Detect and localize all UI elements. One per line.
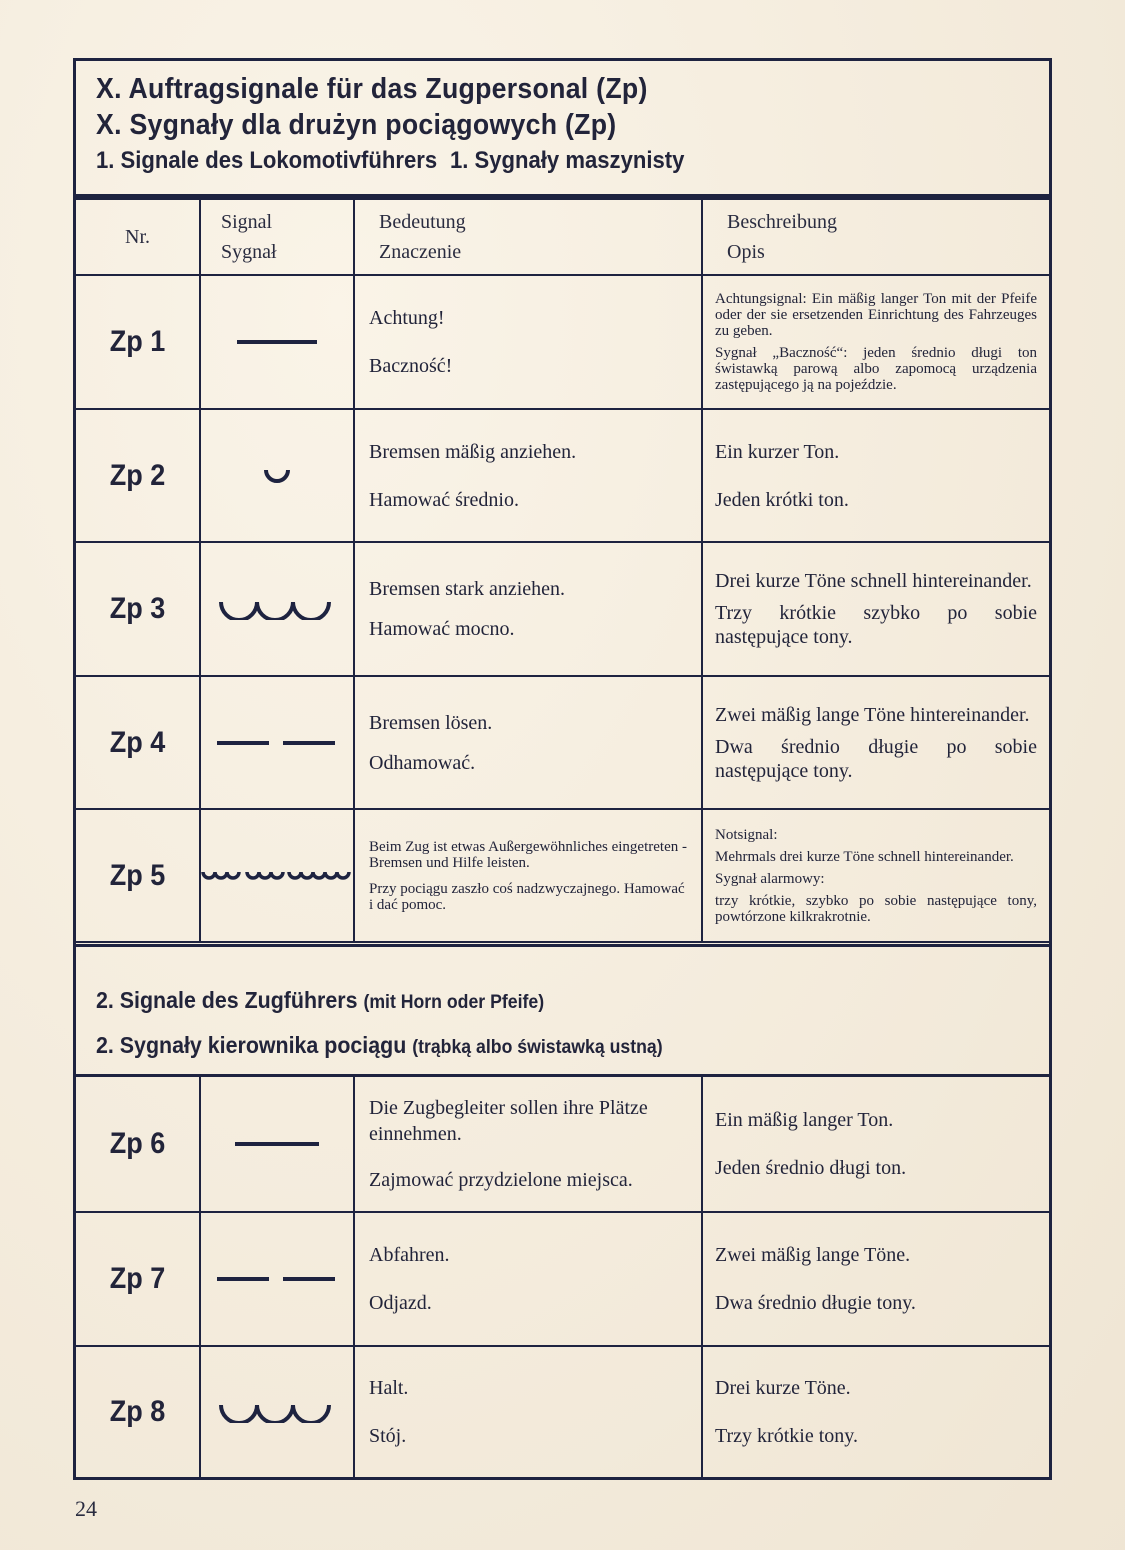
meaning-de: Beim Zug ist etwas Außergewöhnliches eingetreten - Bremsen und Hilfe leisten. (369, 838, 687, 871)
section1-title (96, 143, 973, 179)
column-header-row (76, 199, 1049, 275)
desc-pl: Trzy krótkie tony. (715, 1425, 858, 1447)
section2-sub-de: (mit Horn oder Pfeife) (363, 992, 545, 1013)
page-number: 24 (75, 1496, 97, 1521)
col-signal-de: Signal (221, 211, 273, 233)
desc-pl: Jeden średnio długi ton. (715, 1156, 907, 1179)
meaning-pl: Odjazd. (369, 1291, 432, 1314)
two-long-tones-icon (217, 1274, 337, 1284)
meaning-pl: Zajmować przydzielone miejsca. (369, 1168, 633, 1191)
row-number: Zp 7 (82, 1212, 194, 1346)
col-meaning-pl: Znaczenie (379, 241, 462, 263)
meaning-pl: Przy pociągu zaszło coś nadzwyczajnego. Hamować i dać pomoc. (369, 880, 685, 913)
desc-pl: trzy krótkie, szybko po sobie następujące tony, powtórzone kilkrakrotnie. (715, 892, 1037, 925)
section2-title-de: 2. Signale des Zugführers (96, 987, 358, 1013)
meaning-pl: Baczność! (369, 355, 453, 377)
desc-de-label: Notsignal: (715, 826, 778, 843)
meaning-pl: Stój. (369, 1425, 407, 1447)
long-tone-icon (237, 337, 317, 347)
title-de: X. Auftragsignale für das Zugpersonal (Zp) (96, 73, 648, 105)
desc-de: Ein mäßig langer Ton. (715, 1108, 894, 1131)
desc-pl: Trzy krótkie szybko po sobie następujące tony. (715, 602, 1037, 648)
row-number: Zp 4 (82, 676, 194, 809)
three-short-tones-icon (217, 598, 337, 620)
meaning-de: Halt. (369, 1377, 409, 1399)
two-long-tones-icon (217, 738, 337, 748)
section2-sub-pl: (trąbką albo świstawką ustną) (412, 1037, 663, 1058)
col-desc-pl: Opis (727, 241, 765, 263)
table-header (76, 61, 1049, 198)
row-number: Zp 1 (82, 275, 194, 409)
table-row (76, 409, 1049, 542)
short-tone-icon (262, 466, 292, 486)
table-row (76, 1346, 1049, 1479)
col-signal (200, 199, 354, 275)
desc-de: Drei kurze Töne. (715, 1377, 851, 1399)
col-meaning-de: Bedeutung (379, 211, 466, 233)
table-row (76, 275, 1049, 409)
desc-de: Drei kurze Töne schnell hintereinander. (715, 570, 1032, 592)
table-row (76, 1076, 1049, 1212)
section1-de: 1. Signale des Lokomotivführers (96, 147, 438, 174)
col-desc (702, 199, 1049, 275)
meaning-de: Bremsen mäßig anziehen. (369, 440, 577, 463)
desc-de: Achtungsignal: Ein mäßig langer Ton mit der Pfeife oder der sie ersetzenden Einrichtung des Fahrzeuges zu geben. (715, 291, 1037, 339)
meaning-pl: Hamować mocno. (369, 618, 515, 640)
meaning-de: Die Zugbegleiter sollen ihre Plätze einnehmen. (369, 1096, 648, 1145)
desc-pl: Sygnał „Baczność“: jeden średnio długi ton świstawką parową albo zapomocą urządzenia zastępującego ją na pojeździe. (715, 345, 1037, 393)
table-row (76, 809, 1049, 942)
section1-pl: 1. Sygnały maszynisty (449, 147, 685, 174)
desc-pl: Dwa średnio długie po sobie następujące tony. (715, 735, 1037, 782)
title-pl: X. Sygnały dla drużyn pociągowych (Zp) (96, 109, 617, 141)
meaning-pl: Odhamować. (369, 751, 476, 774)
table-row (76, 676, 1049, 809)
col-nr: Nr. (76, 199, 200, 275)
section2-pl (96, 1024, 982, 1069)
signals-table-2 (76, 1074, 1049, 1480)
desc-de: Zwei mäßig lange Töne. (715, 1243, 911, 1266)
desc-de: Mehrmals drei kurze Töne schnell hintereinander. (715, 848, 1014, 865)
desc-pl: Jeden krótki ton. (715, 488, 849, 511)
desc-pl-label: Sygnał alarmowy: (715, 870, 825, 887)
meaning-de: Bremsen stark anziehen. (369, 578, 566, 600)
meaning-de: Bremsen lösen. (369, 711, 493, 734)
section2-header (76, 944, 1049, 1074)
repeated-short-tones-icon (201, 869, 353, 883)
desc-pl: Dwa średnio długie tony. (715, 1291, 916, 1314)
section2-title-pl: 2. Sygnały kierownika pociągu (96, 1032, 407, 1058)
meaning-de: Abfahren. (369, 1243, 450, 1266)
col-desc-de: Beschreibung (727, 211, 837, 233)
three-short-tones-icon (217, 1401, 337, 1423)
row-number: Zp 2 (82, 409, 194, 542)
row-number: Zp 6 (82, 1076, 194, 1212)
row-number: Zp 8 (82, 1346, 194, 1479)
desc-de: Zwei mäßig lange Töne hintereinander. (715, 703, 1030, 726)
long-tone-icon (235, 1139, 319, 1149)
row-number: Zp 3 (82, 542, 194, 676)
row-number: Zp 5 (82, 809, 194, 942)
signal-table-frame (73, 58, 1052, 1480)
col-signal-pl: Sygnał (221, 241, 277, 263)
table-row (76, 1212, 1049, 1346)
section2-de (96, 979, 982, 1024)
meaning-pl: Hamować średnio. (369, 488, 519, 511)
meaning-de: Achtung! (369, 307, 445, 329)
col-meaning (354, 199, 702, 275)
signals-table-1 (76, 198, 1049, 943)
table-row (76, 542, 1049, 676)
desc-de: Ein kurzer Ton. (715, 440, 840, 463)
